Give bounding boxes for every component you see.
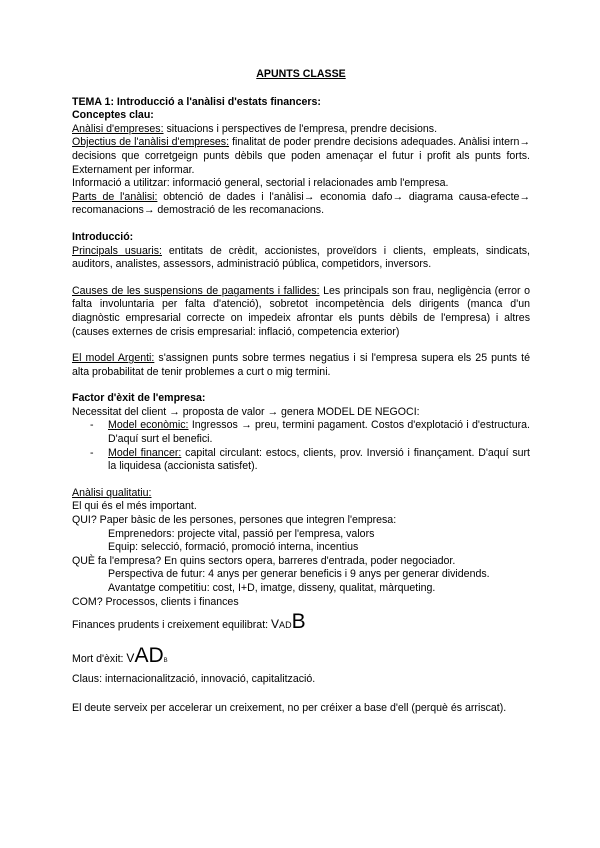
conceptes-heading: Conceptes clau: <box>72 109 154 122</box>
parts-paragraph <box>72 191 530 218</box>
formula1-d: D <box>285 620 292 631</box>
avantatge-line: Avantatge competitiu: cost, I+D, imatge, disseny, qualitat, màrqueting. <box>108 582 436 594</box>
que-line: QUÈ fa l'empresa? En quins sectors opera, barreres d'entrada, poder negociador. <box>72 554 456 567</box>
list-item <box>72 447 530 474</box>
tema-heading: TEMA 1: Introducció a l'anàlisi d'estats financers: <box>72 95 321 108</box>
emprenedors-line: Emprenedors: projecte vital, passió per l'empresa, valors <box>108 527 375 540</box>
analisi-paragraph <box>72 123 530 137</box>
causes-paragraph <box>72 285 530 339</box>
introduccio-heading: Introducció: <box>72 230 134 243</box>
objectius-paragraph <box>72 136 530 177</box>
argenti-label: El model Argenti: <box>72 352 155 365</box>
finances-line <box>72 611 530 637</box>
factor-heading: Factor d'èxit de l'empresa: <box>72 392 206 405</box>
equip-line: Equip: selecció, formació, promoció interna, incentius <box>108 541 359 554</box>
causes-label: Causes de les suspensions de pagaments i fallides: <box>72 284 320 297</box>
finances-text: Finances prudents i creixement equilibrat: <box>72 619 272 632</box>
formula2-b: B <box>163 658 168 665</box>
objectius-label: Objectius de l'anàlisi d'empreses: <box>72 136 230 149</box>
qualitatiu-heading: Anàlisi qualitatiu: <box>72 486 152 499</box>
formula2-a: A <box>134 644 149 668</box>
qualitatiu-line1: El qui és el més important. <box>72 500 197 513</box>
argenti-text: s'assignen punts sobre termes negatius i si l'empresa supera els 25 punts té alta probabilitat de tenir problemes a curt o mig termini. <box>72 352 530 378</box>
argenti-paragraph <box>72 352 530 379</box>
causes-text: Les principals son frau, negligència (error o falta involuntaria per falta d'atenció), sobretot incompetència dels dirigents (manca d'un diagnòstic empresarial correcte on impedeix afrontar els punts dèbils de l'empresa) i altres (causes externes de crisis empresarial: inflació, competencia exterior) <box>72 284 530 338</box>
model-economic-label: Model econòmic: <box>108 419 189 432</box>
com-line: COM? Processos, clients i finances <box>72 595 239 608</box>
analisi-label: Anàlisi d'empreses: <box>72 122 164 135</box>
mort-text: Mort d'èxit: <box>72 653 127 666</box>
formula2-v: V <box>126 651 135 666</box>
usuaris-label: Principals usuaris: <box>72 244 162 257</box>
necessitat-line: Necessitat del client → proposta de valor → genera MODEL DE NEGOCI: <box>72 405 420 418</box>
list-item <box>72 419 530 446</box>
perspectiva-line: Perspectiva de futur: 4 anys per generar beneficis i 9 anys per generar dividends. <box>108 568 490 581</box>
usuaris-text: entitats de crèdit, accionistes, proveïdors i clients, empleats, sindicats, auditors, analistes, assessors, administració pública, competidors, inversors. <box>72 244 531 271</box>
parts-text: obtenció de dades i l'anàlisi→ economia dafo→ diagrama causa-efecte→ recomanacions→ demostració de les recomanacions. <box>72 190 531 217</box>
page-title: APUNTS CLASSE <box>256 68 346 80</box>
formula1-v: V <box>271 617 280 632</box>
model-financer-label: Model financer: <box>108 446 182 459</box>
deute-line: El deute serveix per accelerar un creixement, no per créixer a base d'ell (perquè és arriscat). <box>72 701 507 714</box>
informacio-paragraph: Informació a utilitzar: informació general, sectorial i relacionades amb l'empresa. <box>72 177 449 190</box>
document-page <box>72 68 530 715</box>
formula1-a: A <box>279 620 286 631</box>
parts-label: Parts de l'anàlisi: <box>72 190 158 203</box>
model-economic-text: Ingressos → preu, termini pagament. Costos d'explotació i d'estructura. D'aquí surt el benefici. <box>108 419 530 446</box>
formula1-b: B <box>291 610 306 634</box>
analisi-text: situacions i perspectives de l'empresa, prendre decisions. <box>163 122 438 135</box>
formula2-d: D <box>148 644 164 668</box>
objectius-text: finalitat de poder prendre decisions adequades. Anàlisi intern→ decisions que corretgeign punts dèbils que poden amenaçar el futur i profit als punts forts. Externament per informar. <box>72 136 530 176</box>
qui-line: QUI? Paper bàsic de les persones, persones que integren l'empresa: <box>72 514 397 527</box>
model-financer-text: capital circulant: estocs, clients, prov. Inversió i finançament. D'aquí surt la liquidesa (accionista satisfet). <box>108 446 531 473</box>
model-list <box>72 419 530 473</box>
mort-line <box>72 645 530 673</box>
usuaris-paragraph <box>72 245 530 272</box>
claus-line: Claus: internacionalització, innovació, capitalització. <box>72 673 316 686</box>
